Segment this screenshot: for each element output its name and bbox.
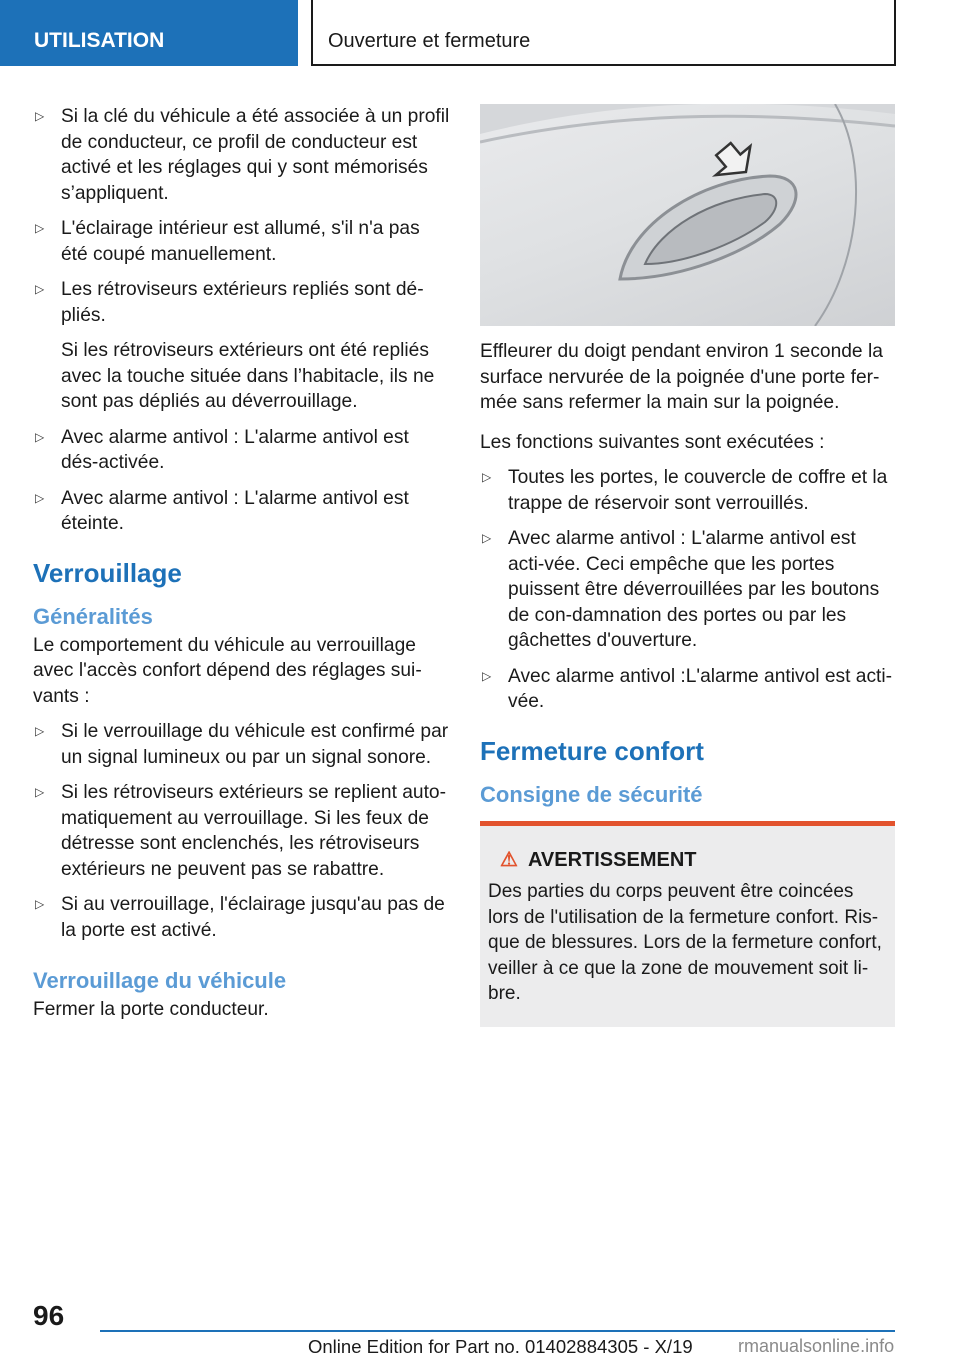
generalites-text: Le comportement du véhicule au verrouillage avec l'accès confort dépend des réglages sui-vants : [33, 634, 422, 707]
triangle-right-icon: ▷ [35, 897, 45, 911]
triangle-right-icon: ▷ [35, 282, 45, 296]
chapter-title: Ouverture et fermeture [311, 0, 896, 66]
photo-caption: Effleurer du doigt pendant environ 1 seconde la surface nervurée de la poignée d'une porte fer-mée sans refermer la main sur la poignée. [480, 341, 883, 413]
fermer-text: Fermer la porte conducteur. [33, 999, 269, 1020]
list-item: ▷ Si au verrouillage, l'éclairage jusqu'au pas de la porte est activé. [35, 894, 445, 941]
list-item: ▷ Avec alarme antivol : L'alarme antivol est dés-activée. [35, 426, 409, 473]
list-item: ▷ Avec alarme antivol : L'alarme antivol est acti-vée. Ceci empêche que les portes puissent être déverrouillées par les boutons de con-damnation des portes ou par les gâchettes d'ouverture. [482, 528, 880, 651]
section-tab: UTILISATION [0, 0, 298, 66]
bullet-list-functions [480, 465, 895, 715]
heading-fermeture-confort: Fermeture confort [480, 735, 704, 766]
mirror-note: Si les rétroviseurs extérieurs ont été repliés avec la touche située dans l’habitacle, ils ne sont pas dépliés au déverrouillage. [61, 340, 435, 412]
list-item: ▷ Avec alarme antivol :L'alarme antivol est acti-vée. [482, 665, 893, 712]
warning-triangle-icon: ⚠ [500, 848, 518, 871]
heading-verrouillage-vehicule: Verrouillage du véhicule [33, 968, 287, 993]
footer-edition: Online Edition for Part no. 01402884305 - X/19 [308, 1336, 693, 1357]
list-item: ▷ Les rétroviseurs extérieurs repliés sont dé-pliés. [35, 279, 424, 326]
functions-intro: Les fonctions suivantes sont exécutées : [480, 431, 825, 453]
door-handle-illustration [480, 104, 895, 326]
heading-generalites: Généralités [33, 603, 153, 629]
door-handle-photo [480, 104, 895, 326]
triangle-right-icon: ▷ [35, 429, 45, 444]
bullet-list-alarm [33, 425, 450, 537]
list-item: ▷ Si le verrouillage du véhicule est confirmé par un signal lumineux ou par un signal sonore. [35, 721, 449, 768]
triangle-right-icon: ▷ [35, 785, 45, 799]
left-column [33, 104, 450, 1033]
page-header [0, 0, 960, 66]
bullet-list-top [33, 104, 450, 328]
footer-divider [100, 1330, 895, 1332]
page-number: 96 [33, 1300, 65, 1331]
watermark: rmanualsonline.info [738, 1336, 895, 1356]
triangle-right-icon: ▷ [35, 109, 45, 123]
triangle-right-icon: ▷ [482, 668, 492, 683]
triangle-right-icon: ▷ [482, 531, 492, 545]
list-item: ▷ Si la clé du véhicule a été associée à un profil de conducteur, ce profil de conducteur est activé et les réglages qui y sont mémorisés s’appliquent. [35, 106, 450, 204]
right-column [480, 339, 895, 1027]
triangle-right-icon: ▷ [482, 470, 492, 484]
warning-text: Des parties du corps peuvent être coincées lors de l'utilisation de la fermeture confort. Ris-que de blessures. Lors de la fermeture confort, veiller à ce que la zone de mouvement soit li-bre. [488, 881, 882, 1004]
list-item: ▷ Avec alarme antivol : L'alarme antivol est éteinte. [35, 487, 409, 534]
bullet-list-generalites [33, 719, 450, 943]
list-item: ▷ Si les rétroviseurs extérieurs se replient auto-matiquement au verrouillage. Si les feux de détresse sont enclenchés, les rétroviseurs extérieurs ne peuvent pas se rabattre. [35, 782, 446, 880]
warning-title: ⚠ AVERTISSEMENT [500, 848, 697, 871]
triangle-right-icon: ▷ [35, 221, 45, 235]
triangle-right-icon: ▷ [35, 724, 45, 738]
heading-verrouillage: Verrouillage [33, 557, 182, 588]
heading-consigne: Consigne de sécurité [480, 781, 703, 807]
list-item: ▷ L'éclairage intérieur est allumé, s'il n'a pas été coupé manuellement. [35, 218, 420, 265]
list-item: ▷ Toutes les portes, le couvercle de coffre et la trappe de réservoir sont verrouillés. [482, 467, 888, 514]
triangle-right-icon: ▷ [35, 490, 45, 505]
warning-box [480, 821, 895, 1027]
